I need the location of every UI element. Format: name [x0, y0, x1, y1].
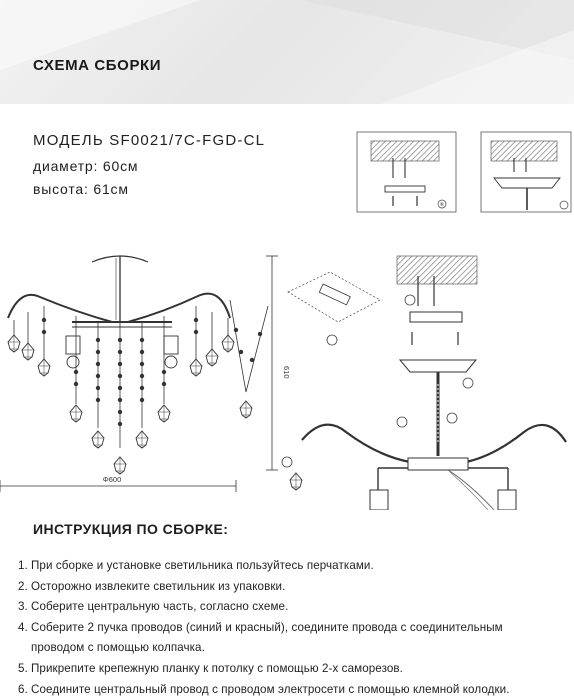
instruction-step: 1. При сборке и установке светильника пользуйтесь перчатками.: [18, 559, 374, 572]
page-title: СХЕМА СБОРКИ: [33, 57, 162, 74]
inset-callout-6: ⑥: [439, 202, 445, 208]
inset-mount-b: [481, 132, 571, 212]
assembly-diagram: [0, 120, 574, 510]
model-number: МОДЕЛЬ SF0021/7C-FGD-CL: [33, 132, 266, 149]
chandelier-front-view: [0, 256, 291, 492]
exploded-assembly-view: [282, 256, 566, 510]
instruction-step: 5. Прикрепите крепежную планку к потолку с помощью 2-х саморезов.: [18, 661, 404, 675]
instruction-step: 3. Соберите центральную часть, согласно схеме.: [18, 600, 289, 614]
diameter-mark: Φ600: [102, 475, 122, 484]
height-label: высота:: [33, 181, 89, 197]
height-value: 61см: [93, 181, 129, 197]
instruction-step: 2. Осторожно извлеките светильник из упаковки.: [18, 579, 286, 593]
height-mark: 610: [282, 366, 291, 379]
diameter-label: диаметр:: [33, 158, 99, 174]
header-decoration: [0, 0, 574, 104]
instruction-list: [18, 556, 568, 700]
diameter-value: 60см: [102, 158, 139, 174]
instruction-step: 4. Соберите 2 пучка проводов (синий и красный), соедините провода с соединительным проводом с помощью колпачка.: [18, 620, 503, 655]
instructions-title: ИНСТРУКЦИЯ ПО СБОРКЕ:: [33, 521, 229, 537]
instruction-step: 6. Соедините центральный провод с проводом электросети с помощью клемной колодки.: [18, 682, 510, 696]
header-band: [0, 0, 574, 104]
inset-mount-a: [357, 132, 456, 212]
